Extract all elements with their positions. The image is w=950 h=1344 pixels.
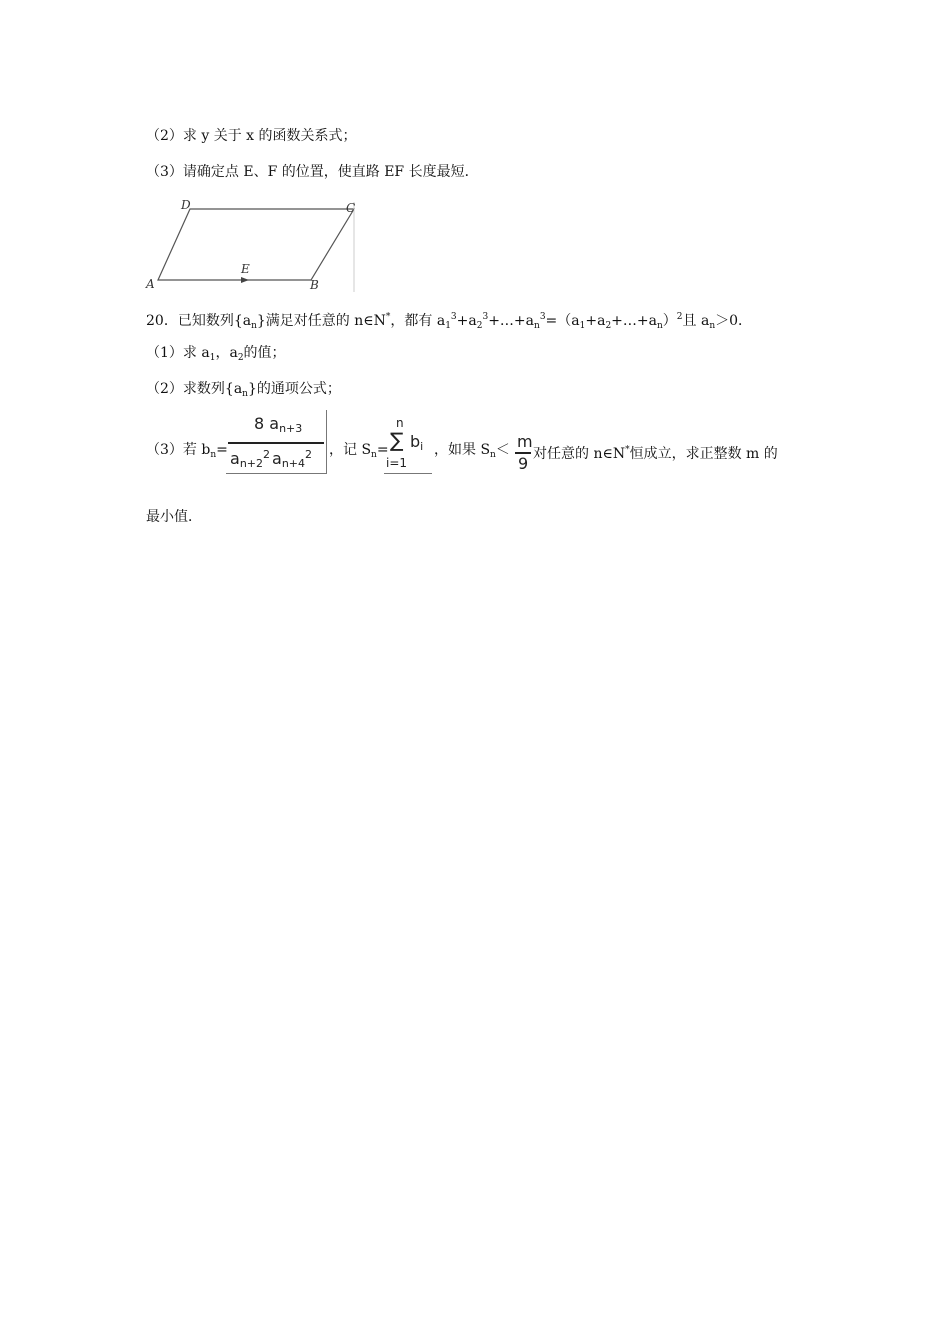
bn-numerator: 8 $a_{n+3}$ [254,414,303,435]
sum-upper-limit: n [396,416,404,430]
label-e: E [241,262,250,276]
q19-part2: （2）求 y 关于 x 的函数关系式； [146,128,357,144]
label-a: A [146,277,155,291]
sum-sign: ∑ [390,428,404,452]
q20-part3-mid2: ，如果 $S_n<$ [434,442,510,460]
bn-fraction-bar [228,442,324,444]
parallelogram-figure [143,197,365,299]
sum-expression [384,416,432,474]
q20-part3-mid: ，记 $S_n=$ [329,442,389,460]
q20-number: 20． [146,313,178,329]
q20-part1: （1）求 $a_1$，$a_2$的值； [146,345,286,363]
q20-stem: 20．已知数列$\{a_n\}$满足对任意的 n∈N*，都有 $a_1^3+a_2^3+\dots+a_n^3=(a_1+a_2+\dots+a_n)^2$且 $a_n>0$． [146,312,753,331]
point-e-marker [241,277,249,283]
m-denominator: 9 [518,454,529,473]
label-b: B [310,278,319,292]
sum-lower-limit: i=1 [386,456,408,470]
q19-part3: （3）请确定点 E、F 的位置，使直路 EF 长度最短． [146,164,479,180]
parallelogram-shape [158,209,354,280]
bn-denominator: $a_{n+2}^2$ $a_{n+4}^2$ [230,448,312,470]
q20-part3-continuation: 最小值． [146,509,202,525]
m-over-9-fraction [514,432,532,474]
sum-body: $b_i$ [410,432,424,453]
label-d: D [181,198,191,212]
q20-part3-end: 对任意的 n∈N*恒成立，求正整数 m 的 [533,445,778,462]
m-numerator: m [517,432,533,451]
bn-fraction [226,410,327,474]
q20-part2: （2）求数列$\{a_n\}$的通项公式； [146,381,341,399]
label-c: C [346,201,356,215]
q20-part3-pre: （3）若 $b_n=$ [146,442,228,460]
